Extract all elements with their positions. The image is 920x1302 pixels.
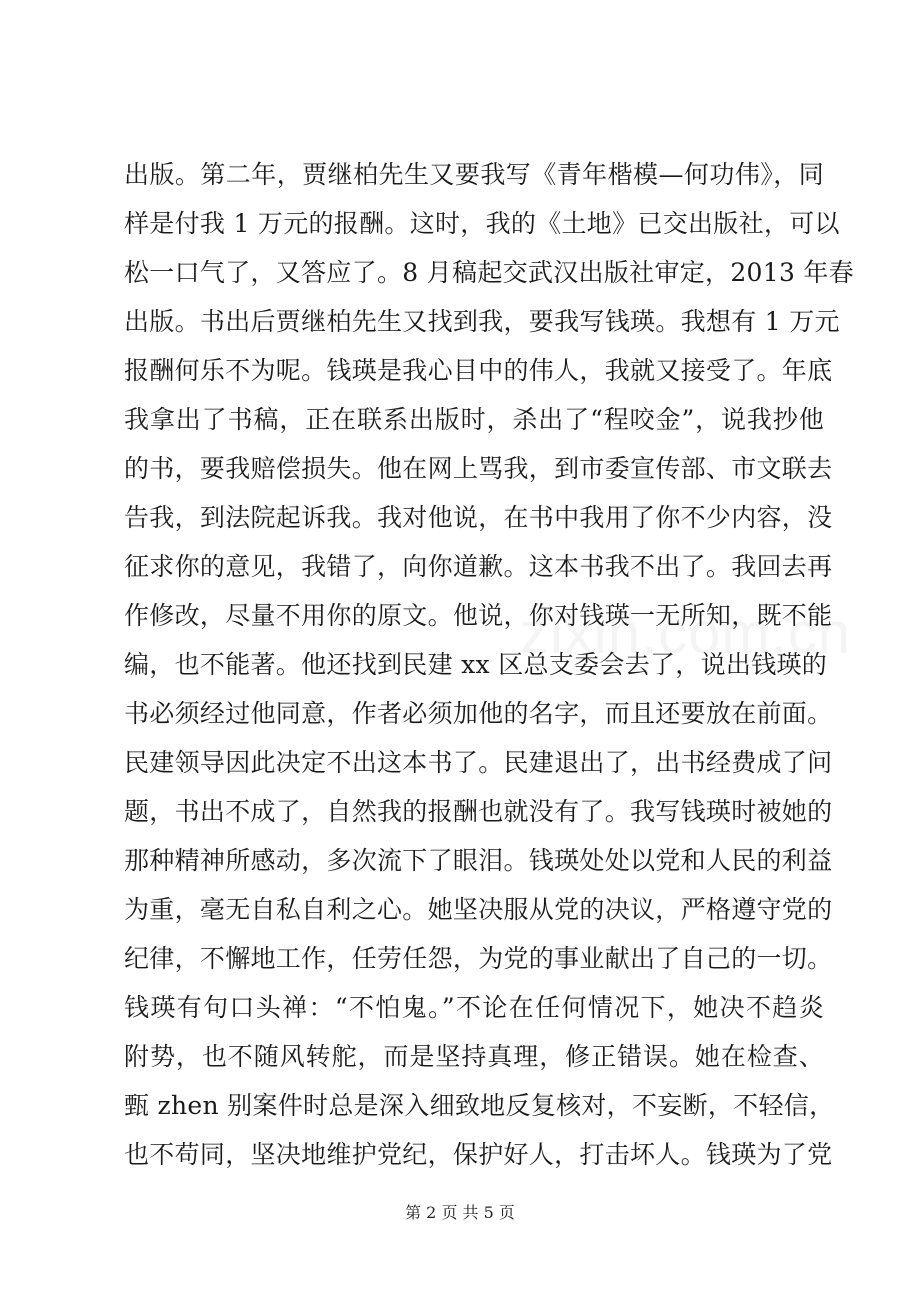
body-text (124, 150, 855, 1179)
text-line: 出版。第二年，贾继柏先生又要我写《青年楷模—何功伟》，同 (124, 160, 824, 189)
text-line: 纪律，不懈地工作，任劳任怨，为党的事业献出了自己的一切。 (124, 944, 833, 973)
text-line: 出版。书出后贾继柏先生又找到我，要我写钱瑛。我想有 1 万元 (124, 307, 840, 336)
text-line: 民建领导因此决定不出这本书了。民建退出了，出书经费成了问 (124, 748, 833, 777)
text-line: 书必须经过他同意，作者必须加他的名字，而且还要放在前面。 (124, 699, 833, 728)
text-line: 告我，到法院起诉我。我对他说，在书中我用了你不少内容，没 (124, 503, 833, 532)
text-line: 也不苟同，坚决地维护党纪，保护好人，打击坏人。钱瑛为了党 (124, 1140, 833, 1169)
text-line: 附势，也不随风转舵，而是坚持真理，修正错误。她在检查、 (124, 1042, 824, 1071)
text-line: 甄 zhen 别案件时总是深入细致地反复核对，不妄断，不轻信， (124, 1091, 835, 1120)
text-line: 报酬何乐不为呢。钱瑛是我心目中的伟人，我就又接受了。年底 (124, 356, 833, 385)
text-line: 那种精神所感动，多次流下了眼泪。钱瑛处处以党和人民的利益 (124, 846, 833, 875)
text-line: 作修改，尽量不用你的原文。他说，你对钱瑛一无所知，既不能 (124, 601, 833, 630)
text-line: 松一口气了，又答应了。8 月稿起交武汉出版社审定，2013 年春 (124, 258, 855, 287)
text-line: 题，书出不成了，自然我的报酬也就没有了。我写钱瑛时被她的 (124, 797, 833, 826)
page-number-label: 第 2 页 共 5 页 (405, 1203, 515, 1222)
text-line: 钱瑛有句口头禅：“不怕鬼。”不论在任何情况下，她决不趋炎 (124, 993, 824, 1022)
text-line: 编，也不能著。他还找到民建 xx 区总支委会去了，说出钱瑛的 (124, 650, 828, 679)
text-line: 样是付我 1 万元的报酬。这时，我的《土地》已交出版社，可以 (124, 209, 840, 238)
text-line: 为重，毫无自私自利之心。她坚决服从党的决议，严格遵守党的 (124, 895, 833, 924)
text-line: 征求你的意见，我错了，向你道歉。这本书我不出了。我回去再 (124, 552, 833, 581)
page-footer (0, 1200, 920, 1223)
text-line: 的书，要我赔偿损失。他在网上骂我，到市委宣传部、市文联去 (124, 454, 833, 483)
text-line: 我拿出了书稿，正在联系出版时，杀出了“程咬金”，说我抄他 (124, 405, 824, 434)
